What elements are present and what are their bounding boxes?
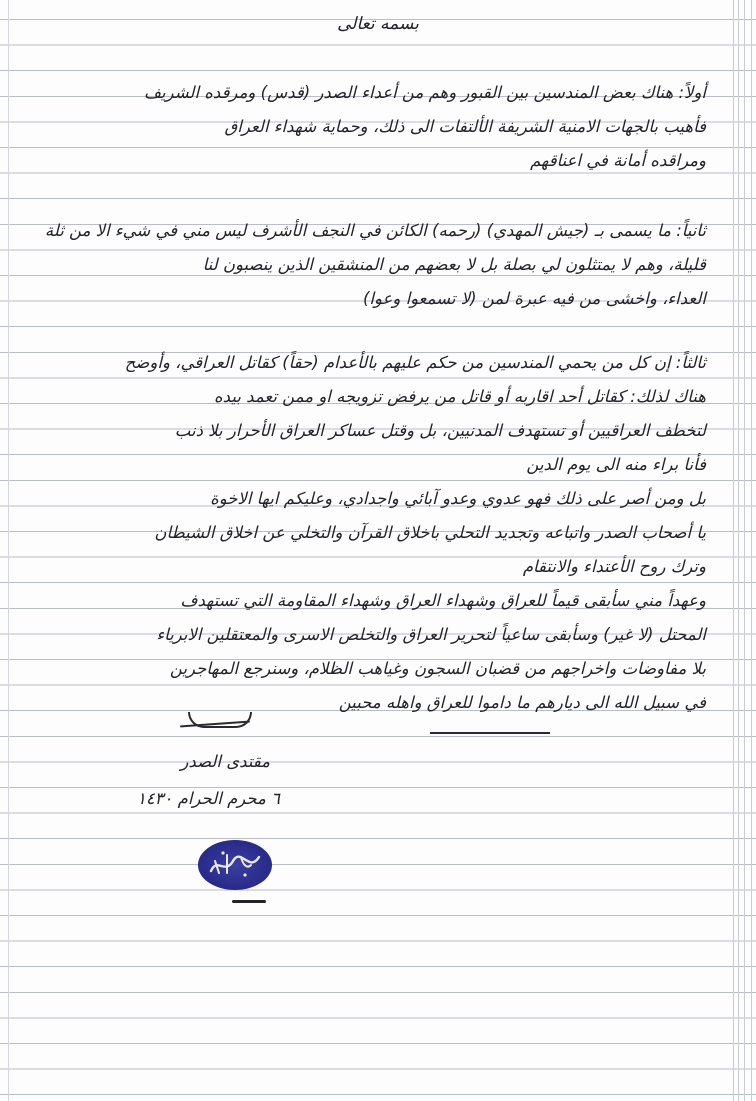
text-line: العداء، واخشى من فيه عبرة لمن (لا تسمعوا وعوا) — [362, 289, 706, 308]
right-margin-line — [744, 0, 745, 1101]
text-line: أولاً: هناك بعض المندسين بين القبور وهم من أعداء الصدر (قدس) ومرقده الشريف — [143, 83, 706, 102]
left-margin-line — [8, 0, 9, 1101]
document-title: بسمه تعالى — [337, 14, 419, 34]
signature-name: مقتدى الصدر — [180, 752, 270, 771]
text-line: بلا مفاوضات واخراجهم من قضبان السجون وغياهب الظلام، وسنرجع المهاجرين — [169, 659, 706, 678]
text-line: وعهداً مني سأبقى قيماً للعراق وشهداء العراق وشهداء المقاومة التي تستهدف — [180, 591, 706, 610]
text-line: قليلة، وهم لا يمتثلون لي بصلة بل لا بعضهم من المنشقين الذين ينصبون لنا — [202, 255, 706, 274]
right-margin-line — [738, 0, 739, 1101]
paragraph-second — [30, 214, 706, 316]
text-line: يا أصحاب الصدر واتباعه وتجديد التحلي باخلاق القرآن والتخلي عن اخلاق الشيطان — [154, 523, 706, 542]
right-margin-line — [751, 0, 752, 1101]
text-line: فأهيب بالجهات الامنية الشريفة الألتفات الى ذلك، وحماية شهداء العراق — [224, 117, 706, 136]
text-line: بل ومن أصر على ذلك فهو عدوي وعدو آبائي واجدادي، وعليكم ايها الاخوة — [210, 489, 706, 508]
separator-line — [430, 732, 550, 734]
paragraph-third — [30, 346, 706, 482]
paragraph-fifth — [30, 584, 706, 720]
text-line: هناك لذلك: كقاتل أحد اقاربه أو قاتل من يرفض تزويجه او ممن تعمد بيده — [214, 387, 706, 406]
right-margin-line — [733, 0, 734, 1101]
text-line: ومراقده أمانة في اعناقهم — [530, 151, 706, 170]
text-line: لتخطف العراقيين أو تستهدف المدنيين، بل وقتل عساكر العراق الأحرار بلا ذنب — [174, 421, 706, 440]
official-seal — [198, 840, 272, 890]
text-line: فأنا براء منه الى يوم الدين — [526, 455, 706, 474]
signature-date: ٦ محرم الحرام ١٤٣٠ — [136, 789, 280, 808]
paragraph-fourth — [30, 482, 706, 584]
text-line: ثانياً: ما يسمى بـ (جيش المهدي) (رحمه) الكائن في النجف الأشرف ليس مني في شيء الا من ثلة — [44, 221, 706, 240]
text-line: وترك روح الأعتداء والانتقام — [522, 557, 706, 576]
seal-underline — [232, 900, 266, 903]
text-line: المحتل (لا غير) وسأبقى ساعياً لتحرير العراق والتخلص الاسرى والمعتقلين الابرياء — [156, 625, 706, 644]
text-line: في سبيل الله الى ديارهم ما داموا للعراق واهله محبين — [338, 693, 706, 712]
seal-calligraphy-icon — [205, 847, 265, 883]
text-line: ثالثاً: إن كل من يحمي المندسين من حكم عليهم بالأعدام (حقاً) كقاتل العراقي، وأوضح — [124, 353, 706, 372]
paragraph-first — [30, 76, 706, 178]
